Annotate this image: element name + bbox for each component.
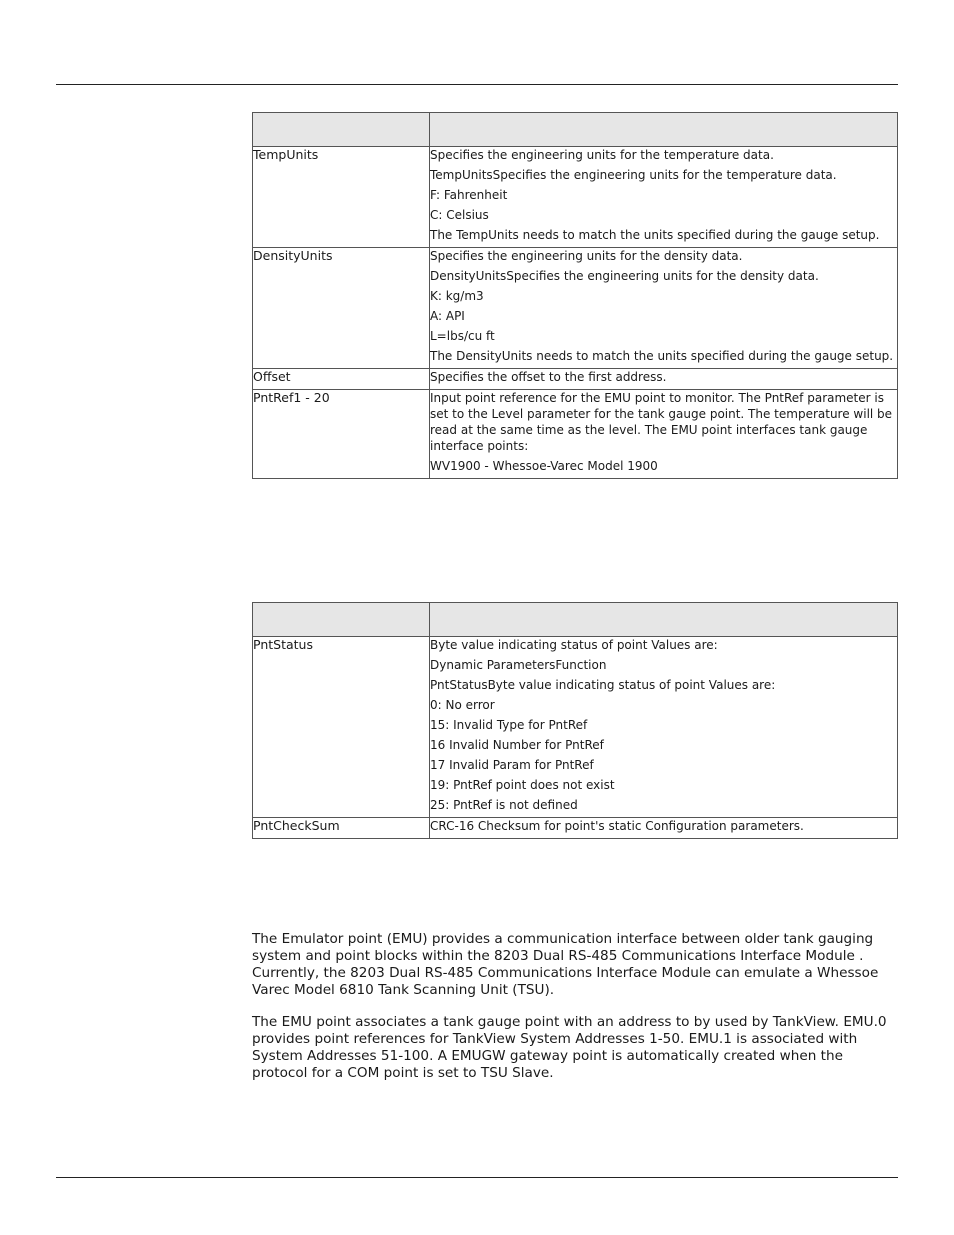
- description-line: Specifies the offset to the first address.: [430, 370, 667, 384]
- description-line: 15: Invalid Type for PntRef: [430, 718, 588, 732]
- description-line: 16 Invalid Number for PntRef: [430, 738, 604, 752]
- param-description: [430, 147, 898, 248]
- footer-rule: [56, 1177, 898, 1178]
- table-header-row: [253, 603, 898, 637]
- header-cell-function: [430, 113, 898, 147]
- description-line: Specifies the engineering units for the temperature data.: [430, 148, 774, 162]
- table-row: [253, 248, 898, 369]
- description-line: F: Fahrenheit: [430, 188, 508, 202]
- description-line: TempUnitsSpecifies the engineering units for the temperature data.: [430, 168, 837, 182]
- description-line: L=lbs/cu ft: [430, 329, 495, 343]
- description-line: The TempUnits needs to match the units specified during the gauge setup.: [430, 228, 880, 242]
- intro-paragraph: The Emulator point (EMU) provides a communication interface between older tank gauging system and point blocks within the 8203 Dual RS-485 Communications Interface Module . Currently, the 8203 Dual RS-485 Communications Interface Module can emulate a Whessoe Varec Model 6810 Tank Scanning Unit (TSU).: [252, 931, 879, 998]
- description-line: C: Celsius: [430, 208, 489, 222]
- description-line: The DensityUnits needs to match the units specified during the gauge setup.: [430, 349, 894, 363]
- param-description: [430, 369, 898, 390]
- description-line: 25: PntRef is not defined: [430, 798, 578, 812]
- param-name: TempUnits: [253, 147, 430, 248]
- header-cell-parameter: [253, 603, 430, 637]
- param-description: [430, 248, 898, 369]
- dynamic-parameters-table: [252, 602, 898, 839]
- param-name: PntStatus: [253, 637, 430, 818]
- param-name: DensityUnits: [253, 248, 430, 369]
- param-name: Offset: [253, 369, 430, 390]
- param-name: PntRef1 - 20: [253, 390, 430, 479]
- description-line: A: API: [430, 309, 465, 323]
- header-cell-parameter: [253, 113, 430, 147]
- param-description: [430, 637, 898, 818]
- description-line: Specifies the engineering units for the density data.: [430, 249, 743, 263]
- description-line: 17 Invalid Param for PntRef: [430, 758, 594, 772]
- param-description: [430, 818, 898, 839]
- description-line: K: kg/m3: [430, 289, 484, 303]
- description-line: Dynamic ParametersFunction: [430, 658, 607, 672]
- param-description: [430, 390, 898, 479]
- table-row: [253, 369, 898, 390]
- header-rule: [56, 84, 898, 85]
- table-row: [253, 390, 898, 479]
- emu-point-paragraph: The EMU point associates a tank gauge point with an address to by used by TankView. EMU.0 provides point references for TankView System Addresses 1-50. EMU.1 is associated with System Addresses 51-100. A EMUGW gateway point is automatically created when the protocol for a COM point is set to TSU Slave.: [252, 1014, 887, 1081]
- description-line: PntStatusByte value indicating status of point Values are:: [430, 678, 776, 692]
- table-row: [253, 147, 898, 248]
- description-line: WV1900 - Whessoe-Varec Model 1900: [430, 459, 658, 473]
- param-name: PntCheckSum: [253, 818, 430, 839]
- description-line: DensityUnitsSpecifies the engineering units for the density data.: [430, 269, 819, 283]
- description-line: CRC-16 Checksum for point's static Configuration parameters.: [430, 819, 804, 833]
- description-line: 0: No error: [430, 698, 495, 712]
- description-line: Input point reference for the EMU point to monitor. The PntRef parameter is set to the Level parameter for the tank gauge point. The temperature will be read at the same time as the level. The EMU point interfaces tank gauge interface points:: [430, 391, 893, 453]
- static-parameters-table: [252, 112, 898, 479]
- description-line: 19: PntRef point does not exist: [430, 778, 615, 792]
- table-row: [253, 637, 898, 818]
- description-line: Byte value indicating status of point Values are:: [430, 638, 718, 652]
- header-cell-function: [430, 603, 898, 637]
- table-header-row: [253, 113, 898, 147]
- table-row: [253, 818, 898, 839]
